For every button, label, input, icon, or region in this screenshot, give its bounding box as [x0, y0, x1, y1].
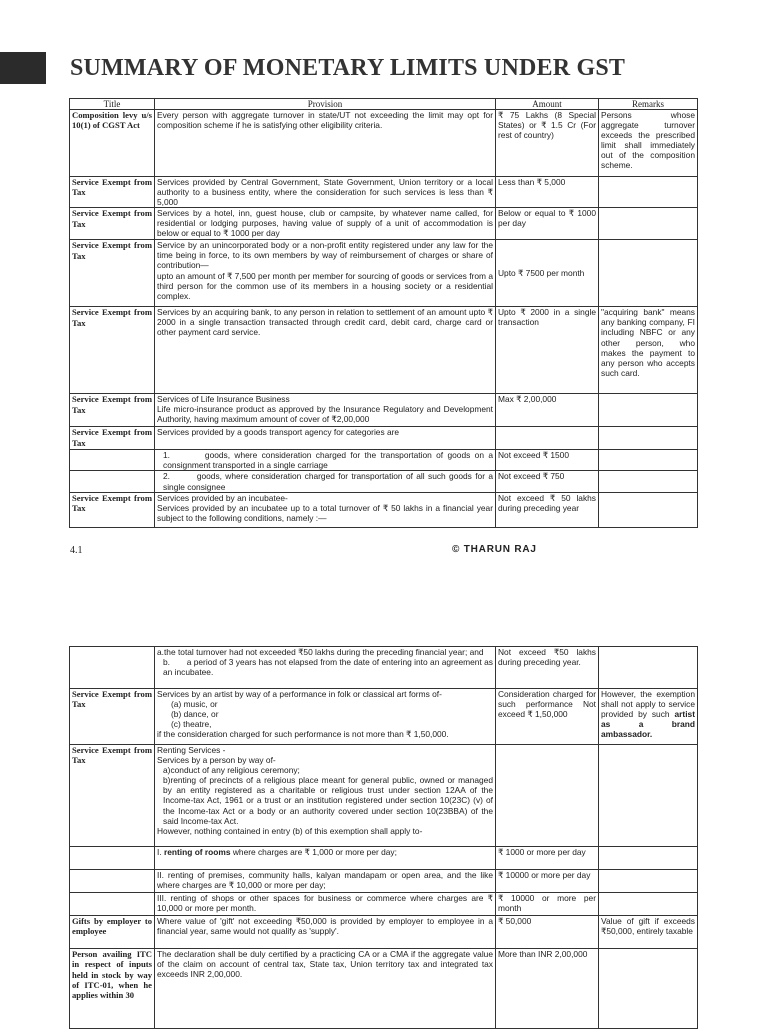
row-provision: The declaration shall be duly certified by a practicing CA or a CMA if the aggregate value of the claim on account of central tax, State tax, Union territory tax and integrated tax exceeds INR 2,00,000. — [155, 949, 496, 1029]
row-provision — [155, 394, 496, 427]
row-title — [70, 450, 155, 471]
row-title — [70, 870, 155, 893]
row-amount — [496, 745, 599, 847]
row-amount: Max ₹ 2,00,000 — [496, 394, 599, 427]
row-title: Service Exempt from Tax — [70, 745, 155, 847]
provision-text: Services provided by an incubatee- — [157, 492, 288, 503]
provision-text: Services by a person by way of- — [157, 755, 276, 766]
table-row — [70, 307, 698, 394]
row-provision: Every person with aggregate turnover in state/UT not exceeding the limit may opt for composition scheme if he is satisfying other eligibility criteria. — [155, 110, 496, 177]
row-amount: ₹ 10000 or more per day — [496, 870, 599, 893]
row-amount: Not exceed ₹ 50 lakhs during preceding year — [496, 492, 599, 527]
row-provision: Services by an acquiring bank, to any person in relation to settlement of an amount upto ₹ 2000 in a single transaction transacted through credit card, debit card, charge card or other payment card service. — [155, 307, 496, 394]
row-title: Service Exempt from Tax — [70, 394, 155, 427]
row-provision: Services provided by a goods transport agency for categories are — [155, 427, 496, 450]
item-bold: renting of rooms — [163, 847, 231, 857]
row-amount: Consideration charged for such performance Not exceed ₹ 1,50,000 — [496, 689, 599, 745]
table-row — [70, 949, 698, 1029]
item-number: 2. — [163, 471, 170, 482]
footer-brand: © THARUN RAJ — [452, 544, 537, 555]
provision-text: Service by an unincorporated body or a non-profit entity registered under any law for the time being in force, to its own members by way of reimbursement of charges or share of contribution— — [157, 240, 493, 271]
row-provision — [155, 492, 496, 527]
row-title — [70, 847, 155, 870]
row-remarks — [599, 177, 698, 208]
provision-text: Services provided by an incubatee up to a total turnover of ₹ 50 lakhs in a financial year subject to the following conditions, namely :— — [157, 502, 493, 523]
row-title: Person availing ITC in respect of inputs held in stock by way of ITC-01, when he applies within 30 — [70, 949, 155, 1029]
monetary-limits-table-1 — [69, 98, 698, 528]
provision-text: if the consideration charged for such performance is not more than ₹ 1,50,000. — [157, 729, 449, 740]
row-provision — [155, 870, 496, 893]
row-title: Gifts by employer to employee — [70, 916, 155, 949]
item-number: III. — [157, 893, 167, 903]
row-provision: Services by a hotel, inn, guest house, club or campsite, by whatever name called, for residential or lodging purposes, having value of supply of a unit of accommodation is below or equal to ₹ 1000 per day — [155, 208, 496, 240]
row-remarks: Persons whose aggregate turnover exceeds the prescribed limit shall immediately out of the composition scheme. — [599, 110, 698, 177]
row-amount: ₹ 50,000 — [496, 916, 599, 949]
table-row — [70, 450, 698, 471]
row-remarks — [599, 492, 698, 527]
row-remarks — [599, 689, 698, 745]
table-row — [70, 647, 698, 689]
row-remarks — [599, 647, 698, 689]
row-title: Service Exempt from Tax — [70, 689, 155, 745]
row-provision: Where value of 'gift' not exceeding ₹50,000 is provided by employer to employee in a financial year, same would not qualify as 'supply'. — [155, 916, 496, 949]
page-number: 4.1 — [70, 545, 83, 556]
list-item: (b) dance, or — [171, 709, 219, 720]
row-provision — [155, 689, 496, 745]
provision-item — [157, 450, 493, 470]
item-text: a period of 3 years has not elapsed from the date of entering into an agreement as an incubatee. — [163, 657, 493, 678]
row-remarks — [599, 949, 698, 1029]
row-amount: Below or equal to ₹ 1000 per day — [496, 208, 599, 240]
row-remarks — [599, 394, 698, 427]
row-remarks — [599, 893, 698, 916]
row-title — [70, 471, 155, 492]
row-provision — [155, 647, 496, 689]
table-row — [70, 870, 698, 893]
remarks-text: However, the exemption shall not apply to service provided by such — [601, 689, 695, 720]
provision-item — [157, 471, 493, 491]
table-header-row — [70, 99, 698, 110]
table-row — [70, 394, 698, 427]
page-title: SUMMARY OF MONETARY LIMITS UNDER GST — [70, 55, 626, 81]
header-remarks: Remarks — [599, 99, 698, 110]
header-title: Title — [70, 99, 155, 110]
provision-item: a)conduct of any religious ceremony; — [163, 765, 300, 776]
row-amount: Not exceed ₹ 750 — [496, 471, 599, 492]
row-amount: ₹ 1000 or more per day — [496, 847, 599, 870]
row-remarks — [599, 847, 698, 870]
provision-item — [157, 657, 493, 677]
row-amount: ₹ 75 Lakhs (8 Special States) or ₹ 1.5 Cr (For rest of country) — [496, 110, 599, 177]
row-remarks — [599, 450, 698, 471]
provision-text: Renting Services - — [157, 745, 226, 755]
row-title: Service Exempt from Tax — [70, 492, 155, 527]
row-remarks: "acquiring bank" means any banking company, FI including NBFC or any other person, who makes the payment to any person who accepts such card. — [599, 307, 698, 394]
row-provision — [155, 450, 496, 471]
row-remarks — [599, 208, 698, 240]
table-row — [70, 177, 698, 208]
item-number: 1. — [163, 450, 170, 461]
item-number: b. — [163, 657, 170, 668]
row-amount: Not exceed ₹ 1500 — [496, 450, 599, 471]
table-row — [70, 208, 698, 240]
header-provision: Provision — [155, 99, 496, 110]
list-item: (a) music, or — [171, 699, 218, 710]
row-amount: Upto ₹ 7500 per month — [496, 240, 599, 307]
provision-text: However, nothing contained in entry (b) of this exemption shall apply to- — [157, 825, 423, 836]
row-provision: Services provided by Central Government, State Government, Union territory or a local authority to a business entity, where the consideration for such services is less than ₹ 5,000 — [155, 177, 496, 208]
remarks-bold: artist as a brand ambassador. — [601, 709, 695, 740]
provision-text: upto an amount of ₹ 7,500 per month per member for sourcing of goods or services from a third person for the common use of its members in a housing society or a residential complex. — [157, 270, 493, 301]
row-provision — [155, 471, 496, 492]
row-provision — [155, 847, 496, 870]
row-title — [70, 647, 155, 689]
row-provision — [155, 893, 496, 916]
row-amount — [496, 427, 599, 450]
row-provision — [155, 240, 496, 307]
item-text: renting of shops or other spaces for business or commerce where charges are ₹ 10,000 or more per month. — [157, 893, 493, 914]
row-amount: Upto ₹ 2000 in a single transaction — [496, 307, 599, 394]
item-text: renting of premises, community halls, kalyan mandapam or open area, and the like where charges are ₹ 10,000 or more per day; — [157, 870, 493, 891]
row-provision — [155, 745, 496, 847]
provision-item: b)renting of precincts of a religious place meant for general public, owned or managed by an entity registered as a charitable or religious trust under section 12AA of the Income-tax Act, 1961 or a trust or an institution registered under section 10(23C) (v) of the Income-tax Act or a body or an authority covered under section 10(23BBA) of the said Income-tax Act. — [163, 775, 493, 826]
table-row — [70, 893, 698, 916]
row-title: Service Exempt from Tax — [70, 208, 155, 240]
row-title: Composition levy u/s 10(1) of CGST Act — [70, 110, 155, 177]
row-title: Service Exempt from Tax — [70, 307, 155, 394]
row-remarks — [599, 471, 698, 492]
table-row — [70, 916, 698, 949]
chapter-tab-marker — [0, 52, 46, 84]
row-remarks — [599, 745, 698, 847]
row-remarks — [599, 427, 698, 450]
table-row — [70, 689, 698, 745]
table-row — [70, 427, 698, 450]
row-amount: ₹ 10000 or more per month — [496, 893, 599, 916]
item-number: II. — [157, 870, 164, 880]
item-text: goods, where consideration charged for the transportation of goods on a consignment transported in a single carriage — [163, 450, 493, 471]
row-title: Service Exempt from Tax — [70, 240, 155, 307]
provision-text: Services by an artist by way of a performance in folk or classical art forms of- — [157, 689, 442, 699]
provision-text: Services of Life Insurance Business — [157, 394, 290, 405]
row-title: Service Exempt from Tax — [70, 177, 155, 208]
table-row — [70, 492, 698, 527]
row-remarks — [599, 240, 698, 307]
row-amount: Not exceed ₹50 lakhs during preceding year. — [496, 647, 599, 689]
row-amount: More than INR 2,00,000 — [496, 949, 599, 1029]
row-remarks: Value of gift if exceeds ₹50,000, entirely taxable — [599, 916, 698, 949]
item-text: goods, where consideration charged for transportation of all such goods for a single consignee — [163, 471, 493, 492]
row-title — [70, 893, 155, 916]
row-remarks — [599, 870, 698, 893]
provision-text: a.the total turnover had not exceeded ₹50 lakhs during the preceding financial year; and — [157, 647, 484, 657]
table-row — [70, 745, 698, 847]
item-number: I. — [157, 847, 162, 857]
table-row — [70, 240, 698, 307]
provision-text: Life micro-insurance product as approved by the Insurance Regulatory and Development Authority, having maximum amount of cover of ₹2,00,000 — [157, 404, 493, 425]
item-text: where charges are ₹ 1,000 or more per day; — [230, 847, 397, 857]
header-amount: Amount — [496, 99, 599, 110]
table-row — [70, 110, 698, 177]
table-row — [70, 847, 698, 870]
monetary-limits-table-2 — [69, 646, 698, 1029]
table-row — [70, 471, 698, 492]
row-title: Service Exempt from Tax — [70, 427, 155, 450]
list-item: (c) theatre, — [171, 719, 212, 730]
row-amount: Less than ₹ 5,000 — [496, 177, 599, 208]
